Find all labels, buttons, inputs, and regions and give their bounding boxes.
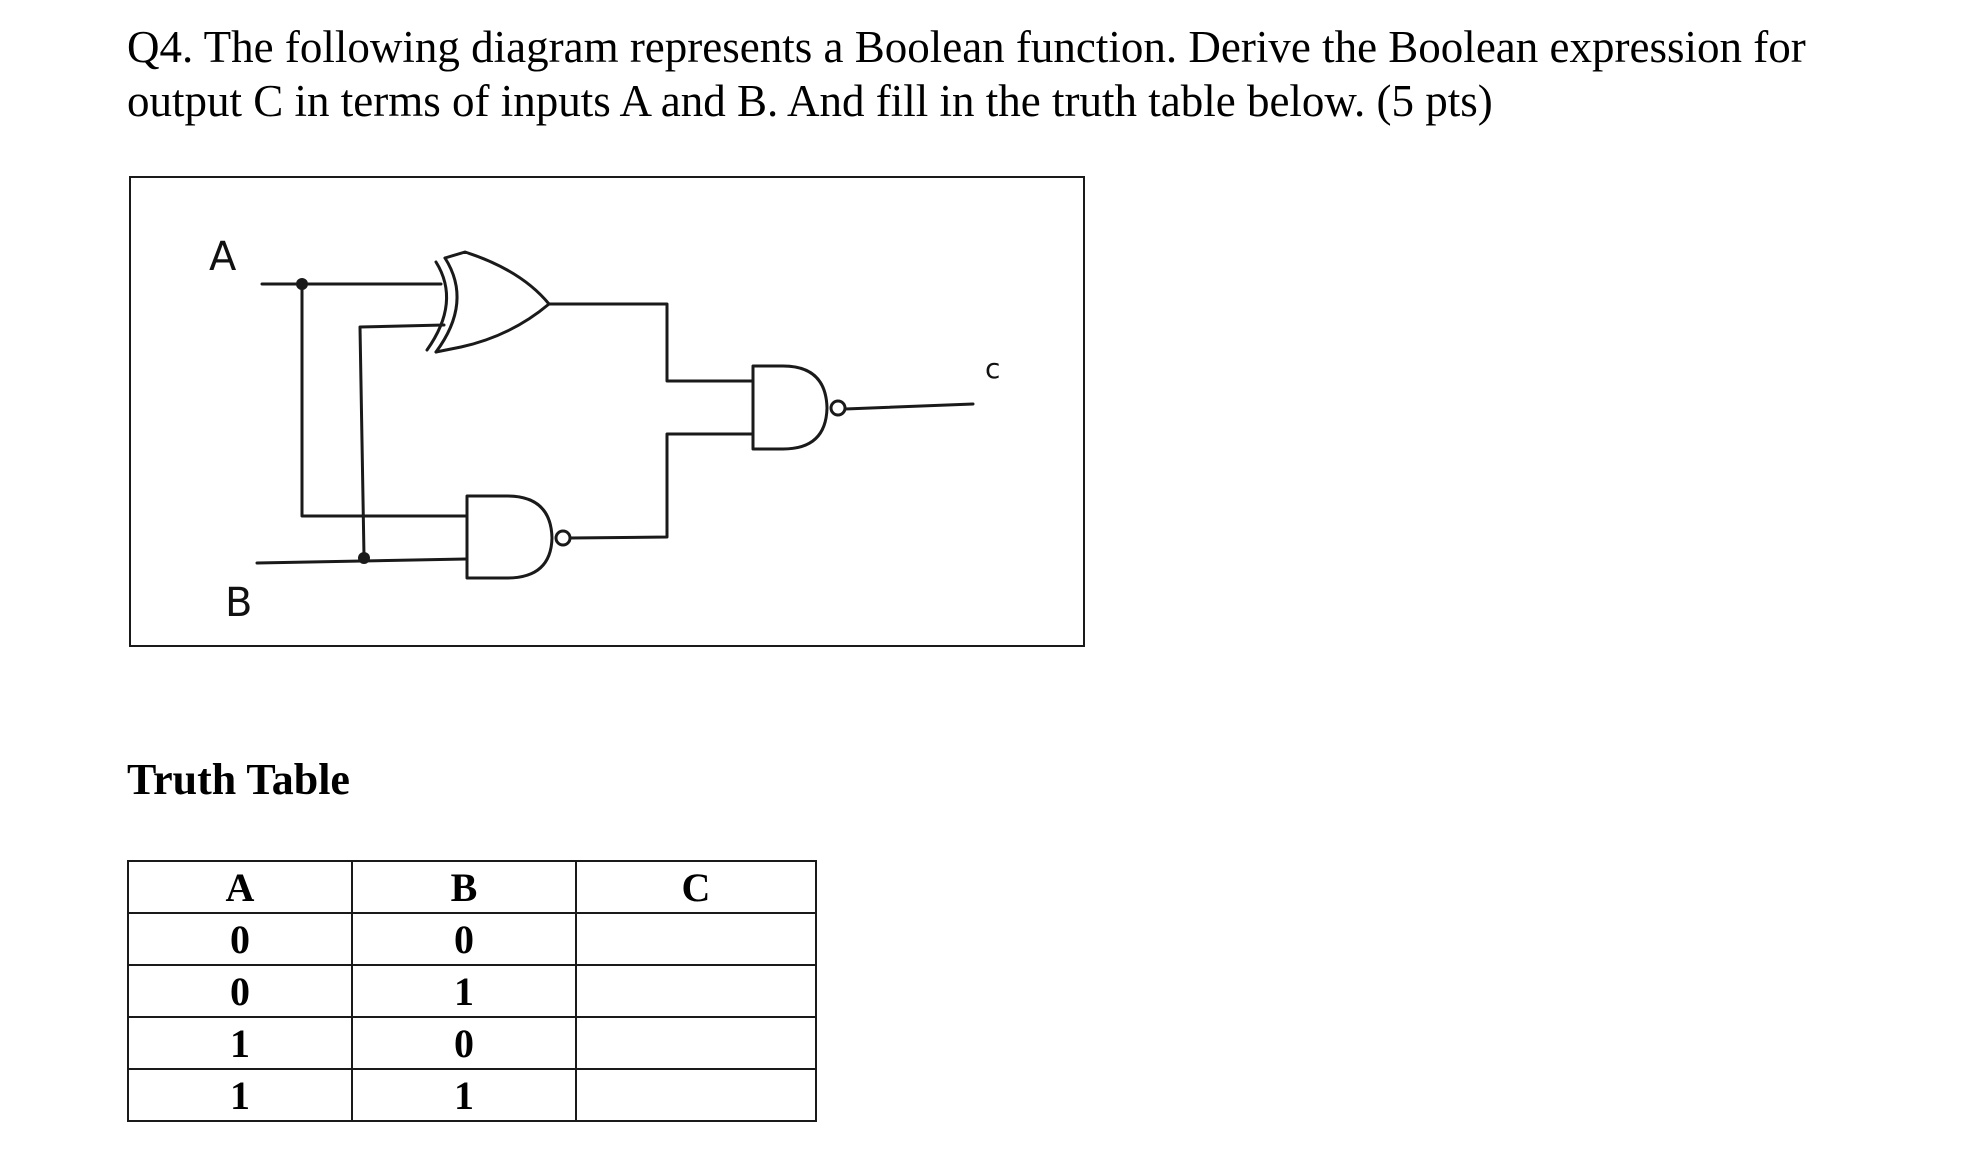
- table-row: [128, 913, 816, 965]
- nand-gate-output: [753, 366, 845, 449]
- circuit-svg: [131, 178, 1087, 649]
- wire-output-c: [845, 404, 973, 409]
- truth-table-title: Truth Table: [127, 755, 350, 804]
- cell-b: 0: [352, 1017, 576, 1069]
- circuit-diagram: [129, 176, 1085, 647]
- cell-a: 1: [128, 1017, 352, 1069]
- table-row: [128, 965, 816, 1017]
- wire-b-branch: [360, 325, 444, 556]
- label-input-a: A: [209, 234, 237, 280]
- label-input-b: B: [225, 580, 253, 626]
- junction-dot-b: [358, 552, 370, 564]
- cell-a: 1: [128, 1069, 352, 1121]
- cell-a: 0: [128, 965, 352, 1017]
- cell-b: 0: [352, 913, 576, 965]
- cell-c[interactable]: [576, 1069, 816, 1121]
- table-header-row: [128, 861, 816, 913]
- header-b: B: [352, 861, 576, 913]
- wire-xor-out: [549, 304, 753, 381]
- label-output-c: c: [985, 352, 1001, 385]
- xor-gate: [427, 252, 549, 352]
- question-line-2: output C in terms of inputs A and B. And fill in the truth table below. (5 pts): [127, 76, 1493, 126]
- cell-c[interactable]: [576, 913, 816, 965]
- table-row: [128, 1069, 816, 1121]
- header-a: A: [128, 861, 352, 913]
- junction-dot-a: [296, 278, 308, 290]
- cell-c[interactable]: [576, 965, 816, 1017]
- truth-table: [127, 860, 817, 1122]
- cell-c[interactable]: [576, 1017, 816, 1069]
- table-row: [128, 1017, 816, 1069]
- question-line-1: Q4. The following diagram represents a Boolean function. Derive the Boolean expression for: [127, 22, 1806, 72]
- cell-a: 0: [128, 913, 352, 965]
- question-text: [127, 20, 1927, 128]
- cell-b: 1: [352, 965, 576, 1017]
- header-c: C: [576, 861, 816, 913]
- wire-nand-out: [570, 434, 753, 538]
- nand-gate-lower: [467, 496, 570, 578]
- cell-b: 1: [352, 1069, 576, 1121]
